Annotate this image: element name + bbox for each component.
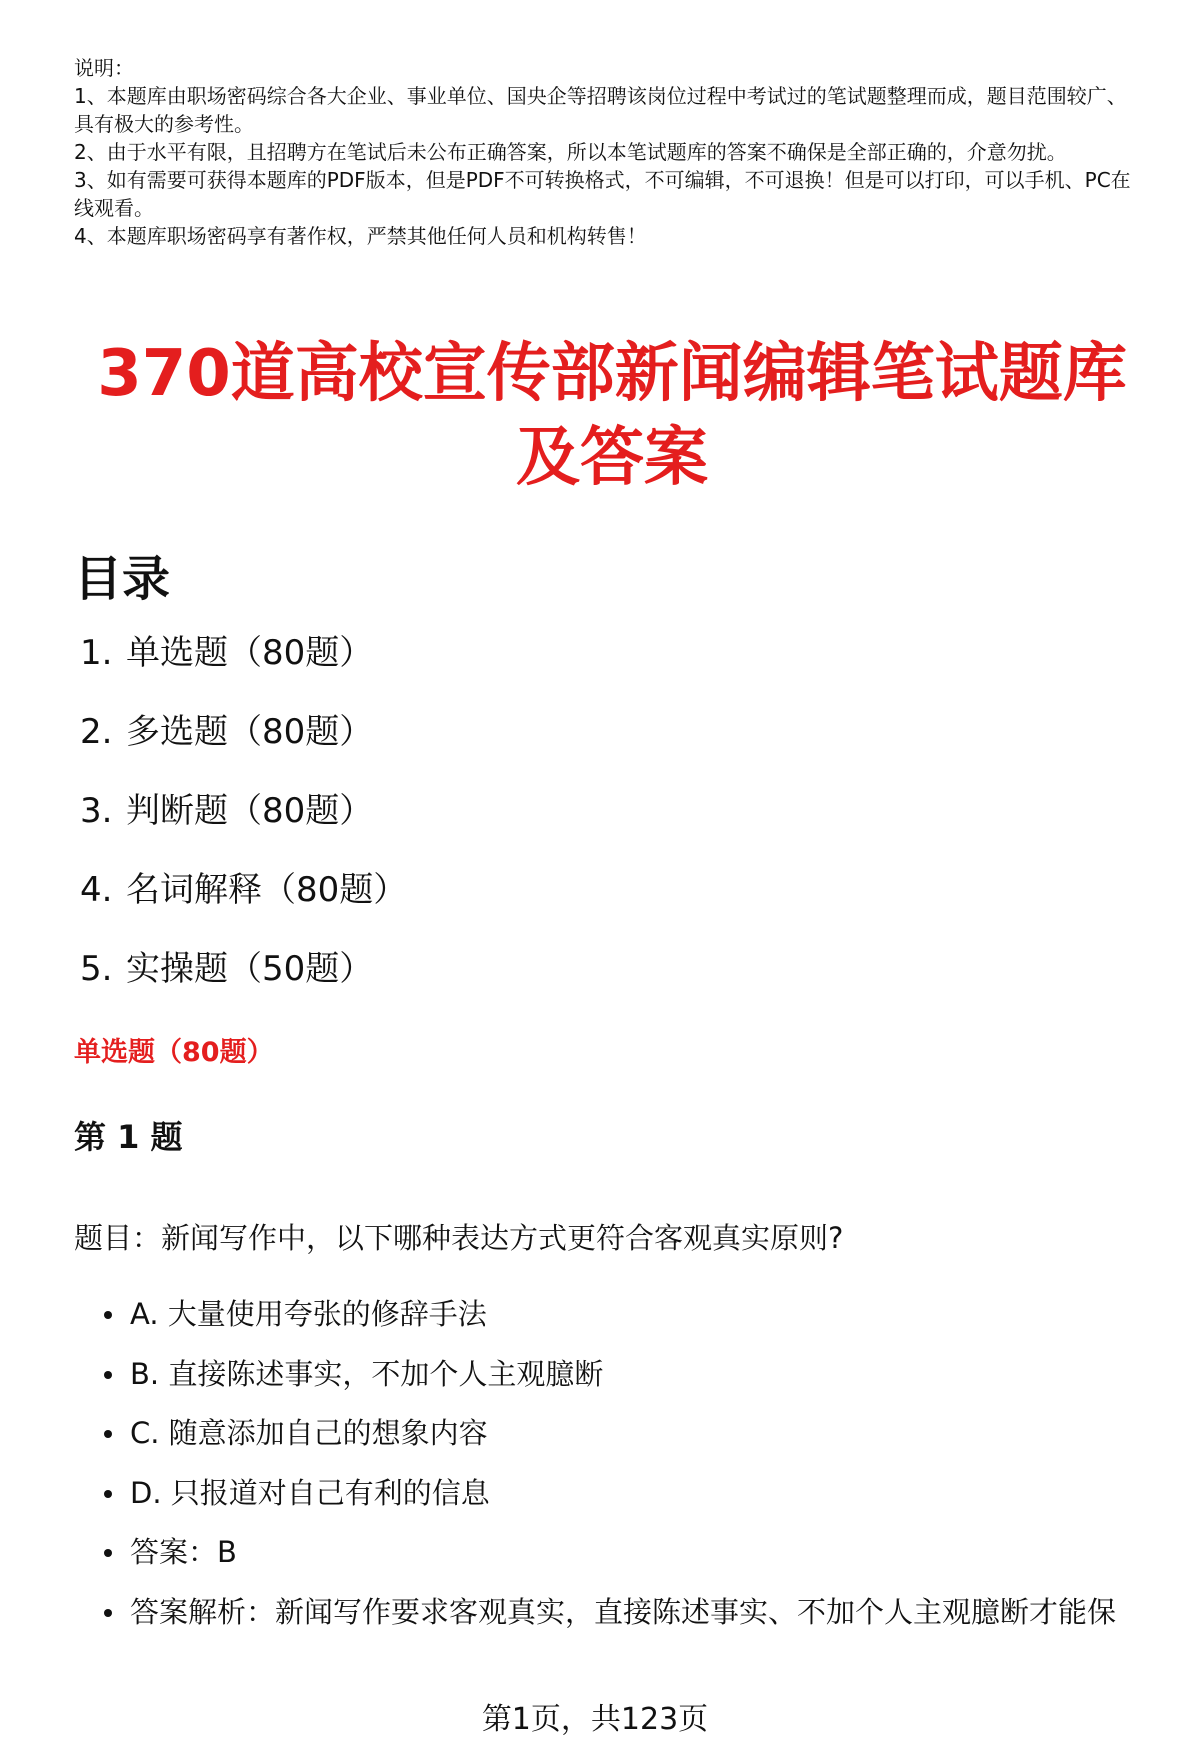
section-title: 单选题（80题） xyxy=(74,1037,274,1068)
bullet-icon xyxy=(104,1609,112,1617)
toc-item-label: 名词解释（80题） xyxy=(126,870,408,910)
answer-item xyxy=(74,1530,1150,1590)
explanation-item xyxy=(74,1590,1150,1650)
option-item xyxy=(74,1471,1150,1531)
option-text: B. 直接陈述事实，不加个人主观臆断 xyxy=(130,1356,604,1391)
toc-item-label: 判断题（80题） xyxy=(126,791,374,831)
toc-item[interactable] xyxy=(74,944,1150,1023)
question-stem: 题目：新闻写作中，以下哪种表达方式更符合客观真实原则? xyxy=(74,1221,844,1255)
option-item xyxy=(74,1292,1150,1352)
notice-item: 2、由于水平有限，且招聘方在笔试后未公布正确答案，所以本笔试题库的答案不确保是全部正确的，介意勿扰。 xyxy=(74,140,1067,164)
toc-item-label: 多选题（80题） xyxy=(126,712,374,752)
toc-item-label: 单选题（80题） xyxy=(126,633,374,673)
answer-text: 答案：B xyxy=(130,1535,237,1569)
question-options xyxy=(74,1292,1150,1649)
toc-item-number: 4. xyxy=(80,870,113,910)
bullet-icon xyxy=(104,1490,112,1498)
toc-item[interactable] xyxy=(74,707,1150,786)
option-item xyxy=(74,1411,1150,1471)
toc-item-number: 5. xyxy=(80,949,113,989)
document-title-line-2: 及答案 xyxy=(516,421,708,495)
toc-heading: 目录 xyxy=(74,551,171,607)
notice-item: 4、本题库职场密码享有著作权，严禁其他任何人员和机构转售！ xyxy=(74,224,647,248)
toc-item[interactable] xyxy=(74,865,1150,944)
toc-list xyxy=(74,628,1150,1023)
bullet-icon xyxy=(104,1311,112,1319)
toc-item-label: 实操题（50题） xyxy=(126,949,374,989)
question-title: 第 1 题 xyxy=(74,1118,183,1156)
option-text: A. 大量使用夸张的修辞手法 xyxy=(130,1297,487,1331)
explanation-text: 答案解析：新闻写作要求客观真实，直接陈述事实、不加个人主观臆断才能保 xyxy=(130,1594,1117,1629)
bullet-icon xyxy=(104,1371,112,1379)
document-title-line-1: 370道高校宣传部新闻编辑笔试题库 xyxy=(97,337,1127,411)
page-footer: 第1页，共123页 xyxy=(0,1698,1190,1742)
notice-block xyxy=(74,54,1150,250)
option-item xyxy=(74,1352,1150,1412)
toc-item[interactable] xyxy=(74,628,1150,707)
bullet-icon xyxy=(104,1430,112,1438)
option-text: D. 只报道对自己有利的信息 xyxy=(130,1475,490,1510)
option-text: C. 随意添加自己的想象内容 xyxy=(130,1416,488,1450)
toc-item-number: 1. xyxy=(80,633,113,673)
notice-heading: 说明： xyxy=(74,56,134,80)
toc-item[interactable] xyxy=(74,786,1150,865)
notice-item: 1、本题库由职场密码综合各大企业、事业单位、国央企等招聘该岗位过程中考试过的笔试题整理而成，题目范围较广、具有极大的参考性。 xyxy=(74,84,1127,136)
document-title xyxy=(74,332,1150,500)
toc-item-number: 2. xyxy=(80,712,113,752)
bullet-icon xyxy=(104,1549,112,1557)
toc-item-number: 3. xyxy=(80,791,113,831)
notice-item: 3、如有需要可获得本题库的PDF版本，但是PDF不可转换格式，不可编辑，不可退换！但是可以打印，可以手机、PC在线观看。 xyxy=(74,168,1131,220)
